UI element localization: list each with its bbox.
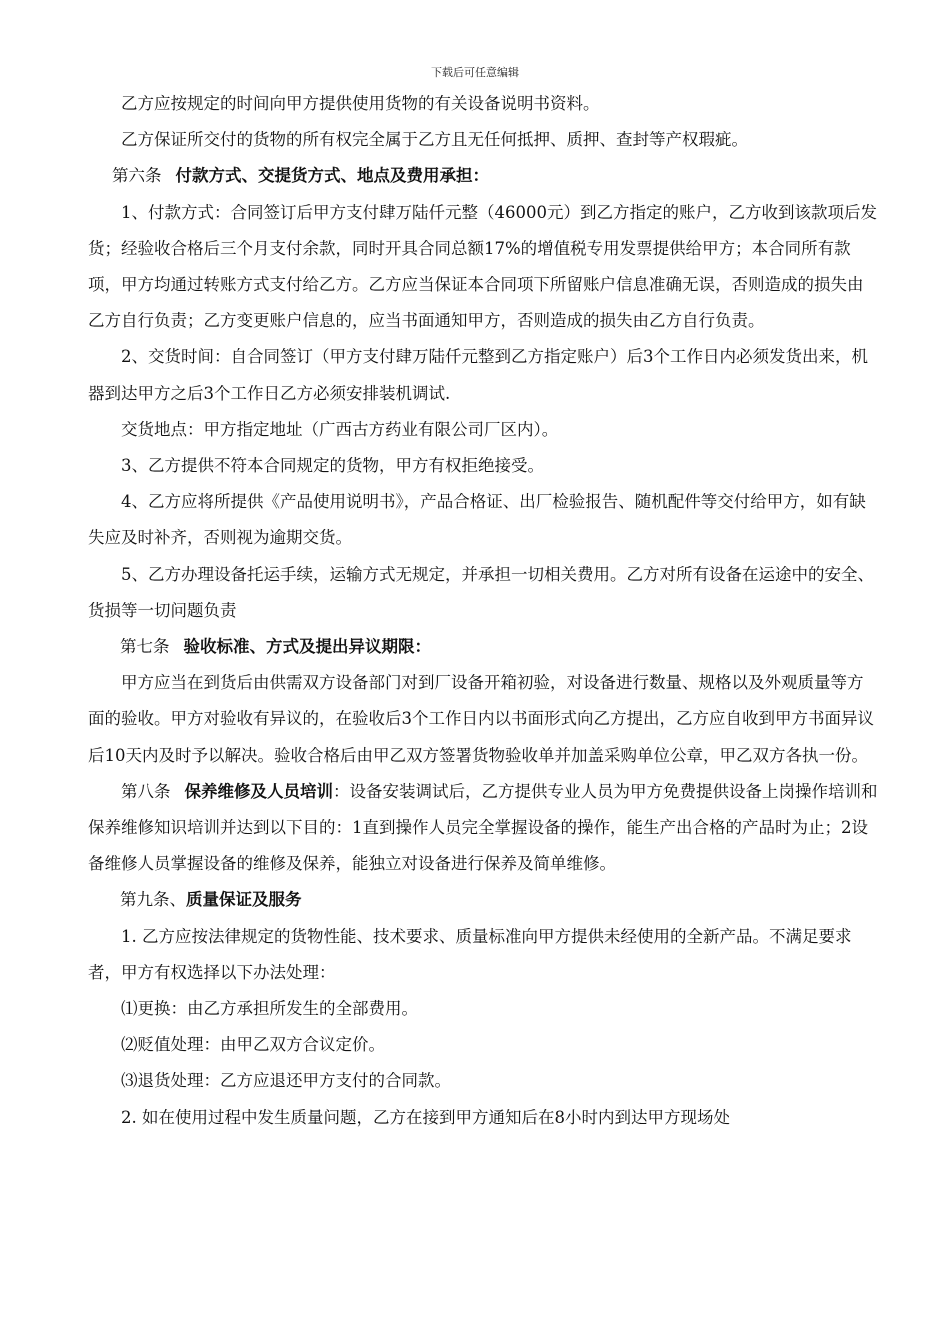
header-note: 下载后可任意编辑: [431, 66, 519, 79]
list-item: ⑵贬值处理：由甲乙双方合议定价。: [121, 1035, 385, 1055]
article-number: 第七条: [120, 637, 170, 657]
article-8-paragraph: [88, 774, 878, 883]
paragraph: 甲方应当在到货后由供需双方设备部门对到厂设备开箱初验，对设备进行数量、规格以及外观质量等方面的验收。甲方对验收有异议的，在验收后3个工作日内以书面形式向乙方提出，乙方应自收到甲方书面异议后10天内及时予以解决。验收合格后由甲乙双方签署货物验收单并加盖采购单位公章，甲乙双方各执一份。: [88, 673, 874, 765]
article-number: 第八条: [121, 781, 171, 801]
list-item: 3、乙方提供不符本合同规定的货物，甲方有权拒绝接受。: [121, 456, 544, 476]
article-title: 付款方式、交提货方式、地点及费用承担：: [175, 166, 489, 186]
article-title: 质量保证及服务: [186, 890, 302, 910]
list-item: 2、交货时间：自合同签订（甲方支付肆万陆仟元整到乙方指定账户）后3个工作日内必须发货出来，机器到达甲方之后3个工作日乙方必须安排装机调试.: [88, 347, 868, 403]
list-item: 2. 如在使用过程中发生质量问题，乙方在接到甲方通知后在8小时内到达甲方现场处: [121, 1107, 730, 1127]
article-title: 保养维修及人员培训: [184, 781, 333, 801]
article-6-heading: [88, 158, 878, 194]
list-item: ⑶退货处理：乙方应退还甲方支付的合同款。: [121, 1071, 451, 1091]
article-7-heading: [88, 629, 878, 665]
document-body: [88, 86, 878, 1136]
list-item: ⑴更换：由乙方承担所发生的全部费用。: [121, 999, 418, 1019]
article-title: 验收标准、方式及提出异议期限：: [183, 637, 431, 657]
list-item: 1、付款方式：合同签订后甲方支付肆万陆仟元整（46000元）到乙方指定的账户，乙方收到该款项后发货；经验收合格后三个月支付余款，同时开具合同总额17%的增值税专用发票提供给甲方；本合同所有款项，甲方均通过转账方式支付给乙方。乙方应当保证本合同项下所留账户信息准确无误，否则造成的损失由乙方自行负责；乙方变更账户信息的，应当书面通知甲方，否则造成的损失由乙方自行负责。: [88, 202, 877, 331]
article-number: 第六条: [112, 166, 162, 186]
list-item: 5、乙方办理设备托运手续，运输方式无规定，并承担一切相关费用。乙方对所有设备在运途中的安全、货损等一切问题负责: [88, 564, 874, 620]
paragraph: 乙方应按规定的时间向甲方提供使用货物的有关设备说明书资料。: [121, 94, 600, 113]
article-number: 第九条、: [120, 890, 186, 910]
list-item: 4、乙方应将所提供《产品使用说明书》，产品合格证、出厂检验报告、随机配件等交付给甲方，如有缺失应及时补齐，否则视为逾期交货。: [88, 492, 866, 548]
article-9-heading: [88, 882, 878, 918]
paragraph: 乙方保证所交付的货物的所有权完全属于乙方且无任何抵押、质押、查封等产权瑕疵。: [121, 130, 748, 150]
list-item: 交货地点：甲方指定地址（广西古方药业有限公司厂区内）。: [121, 419, 559, 439]
list-item: 1. 乙方应按法律规定的货物性能、技术要求、质量标准向甲方提供未经使用的全新产品。不满足要求者，甲方有权选择以下办法处理：: [88, 926, 852, 982]
article-body: ：设备安装调试后，乙方提供专业人员为甲方免费提供设备上岗操作培训和保养维修知识培训并达到以下目的：1直到操作人员完全掌握设备的操作，能生产出合格的产品时为止；2设备维修人员掌握设备的维修及保养，能独立对设备进行保养及简单维修。: [88, 781, 878, 874]
